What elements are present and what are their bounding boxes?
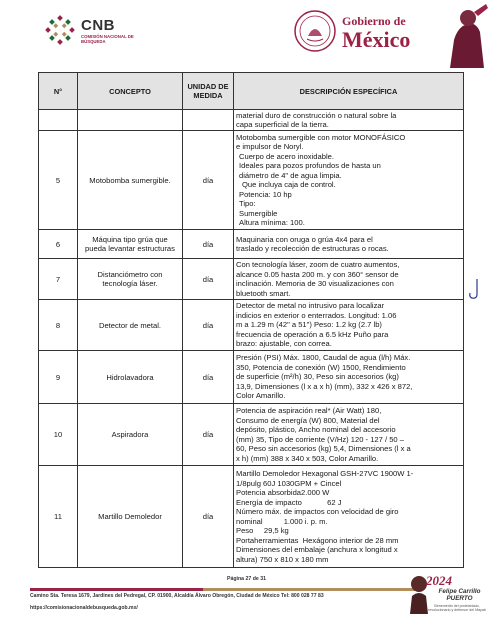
row-unidad: día [183,131,234,230]
desc-line: Sumergible [239,208,278,218]
row-concepto: Distanciómetro con tecnología láser. [78,259,183,300]
row-concepto: Máquina tipo grúa que pueda levantar estructuras [78,230,183,259]
desc-line: Martillo Demoledor Hexagonal GSH-27VC 1900W 1- [236,469,414,478]
footer-year: 2024 [426,573,452,588]
desc-line: x h) (mm) 388 x 340 x 503, Color Amarillo. [236,453,379,463]
row-concepto: Detector de metal. [78,300,183,351]
table-header-row [39,73,464,110]
table-row [39,259,464,300]
desc-line: Motobomba sumergible con motor MONOFÁSICO [236,132,406,142]
page-header [0,0,493,70]
desc-line: Potencia de aspiración real* (Air Watt) 180, [236,406,382,415]
table-row [39,351,464,404]
desc-line: bluetooth smart. [236,288,291,298]
footer-address: Camino Sta. Teresa 1679, Jardines del Pedregal, CP. 01900, Alcaldía Álvaro Obregón, Ciudad de México Tel: 800 028 77 83 [30,593,324,599]
row-number [39,110,78,131]
gob-line-2: México [342,27,411,52]
row-concepto: Motobomba sumergible. [78,131,183,230]
desc-line: traslado y recolección de estructuras o rocas. [236,244,389,253]
desc-line: Cuerpo de acero inoxidable. [239,151,334,161]
footer-divider [30,588,415,591]
header-concepto: CONCEPTO [78,73,183,110]
row-descripcion [234,230,464,259]
table-row [39,404,464,466]
row-unidad [183,110,234,131]
desc-line: 13,9, Dimensiones (l x a x h) (mm), 332 x 426 x 872, [236,381,413,391]
row-descripcion [234,351,464,404]
desc-line: diámetro de 4" de agua limpia. [239,170,342,180]
row-concepto: Martillo Demoledor [78,466,183,568]
desc-line: Potencia absorbida2.000 W [236,488,330,497]
desc-line: Peso 29,5 kg [236,526,289,535]
desc-line: Tipo: [239,199,256,208]
header-number: N° [39,73,78,110]
table-row [39,230,464,259]
row-unidad: día [183,404,234,466]
footer-website-link[interactable]: https://comisionacionaldebusqueda.gob.mx/ [30,605,138,611]
row-descripcion [234,131,464,230]
row-concepto: Aspiradora [78,404,183,466]
cnb-title: CNB [81,17,115,34]
row-concepto [78,110,183,131]
desc-line: e impulsor de Noryl. [236,142,304,151]
table-row [39,300,464,351]
row-unidad: día [183,259,234,300]
header-descripcion: DESCRIPCIÓN ESPECÍFICA [234,73,464,110]
desc-line: nominal 1.000 i. p. m. [236,516,328,526]
desc-line: (mm) 35, Tipo de corriente (V/Hz) 120 - 127 / 50 – [236,434,404,444]
row-number: 6 [39,230,78,259]
desc-line: de superficie (m²/h) 30, Peso sin accesorios (kg) [236,372,399,382]
desc-line: alcance 0.05 hasta 200 m. y con 360° sensor de [236,269,399,279]
national-seal-icon [294,10,336,52]
concepts-table [38,72,464,568]
desc-line: altura) 750 x 810 x 180 mm [236,554,329,564]
row-unidad: día [183,351,234,404]
gob-line-1: Gobierno de [342,14,406,28]
header-unidad: UNIDAD DE MEDIDA [183,73,234,110]
cnb-logo-icon [44,14,76,46]
row-descripcion [234,110,464,131]
desc-line: brazo: ajustable, con correa. [236,339,332,349]
footer-honoree-subtitle: Benemérito del proletariado, revolucionario y defensor del Mayab [428,604,486,612]
row-unidad: día [183,466,234,568]
row-unidad: día [183,300,234,351]
desc-line: 350, Potencia de conexión (W) 1500, Rendimiento [236,362,406,372]
desc-line: material duro de construcción o natural sobre la [236,110,397,120]
gobierno-wordmark [342,14,410,51]
desc-line: Color Amarillo. [236,391,286,401]
footer-honoree-name: Felipe Carrillo PUERTO [438,588,481,602]
desc-line: Ideales para pozos profundos de hasta un [239,161,381,170]
desc-line: 1/8pulg 60J 1030GPM + Cincel [236,478,342,488]
cnb-text-block [81,17,141,44]
row-number: 5 [39,131,78,230]
row-descripcion [234,259,464,300]
handwritten-mark-icon [468,278,484,300]
desc-line: Portaherramientas Hexágono interior de 28 mm [236,535,399,545]
desc-line: Número máx. de impactos con velocidad de giro [236,507,399,516]
row-descripcion [234,466,464,568]
desc-line: 60, Peso sin accesorios (kg) 5,4, Dimensiones (l x a [236,444,411,453]
row-number: 7 [39,259,78,300]
desc-line: Consumo de energía (W) 800, Material del [236,415,380,425]
heroine-figure-icon [440,4,490,68]
desc-line: Con tecnología láser, zoom de cuatro aumentos, [236,260,400,269]
table-row [39,466,464,568]
desc-line: Presión (PSI) Máx. 1800, Caudal de agua (l/h) Máx. [236,353,411,363]
desc-line: capa superficial de la tierra. [236,120,329,129]
row-unidad: día [183,230,234,259]
desc-line: Altura mínima: 100. [239,218,305,227]
desc-line: inclinación. Memoria de 30 visualizaciones con [236,279,394,288]
row-number: 11 [39,466,78,568]
row-number: 9 [39,351,78,404]
desc-line: Dimensiones del embalaje (anchura x longitud x [236,545,398,554]
desc-line: frecuencia de operación a 6.5 kHz Puño para [236,329,389,339]
desc-line: Que incluya caja de control. [242,180,336,189]
cnb-subtitle: COMISIÓN NACIONAL DE BÚSQUEDA [81,34,134,44]
row-number: 8 [39,300,78,351]
table-row [39,110,464,131]
desc-line: Detector de metal no intrusivo para localizar [236,301,385,311]
desc-line: depósito, plástico, Ancho nominal del accesorio [236,425,396,434]
row-number: 10 [39,404,78,466]
row-concepto: Hidrolavadora [78,351,183,404]
desc-line: Potencia: 10 hp [239,189,292,199]
row-descripcion [234,300,464,351]
desc-line: m a 1.29 m (42" a 51") Peso: 1.2 kg (2.7 lb) [236,320,382,330]
row-descripcion [234,404,464,466]
desc-line: indicios en exterior o enterrados. Longitud: 1.06 [236,310,397,320]
desc-line: Maquinaria con oruga o grúa 4x4 para el [236,234,373,244]
table-row [39,131,464,230]
desc-line: Energía de impacto 62 J [236,497,342,507]
page-number: Página 27 de 31 [227,576,266,582]
